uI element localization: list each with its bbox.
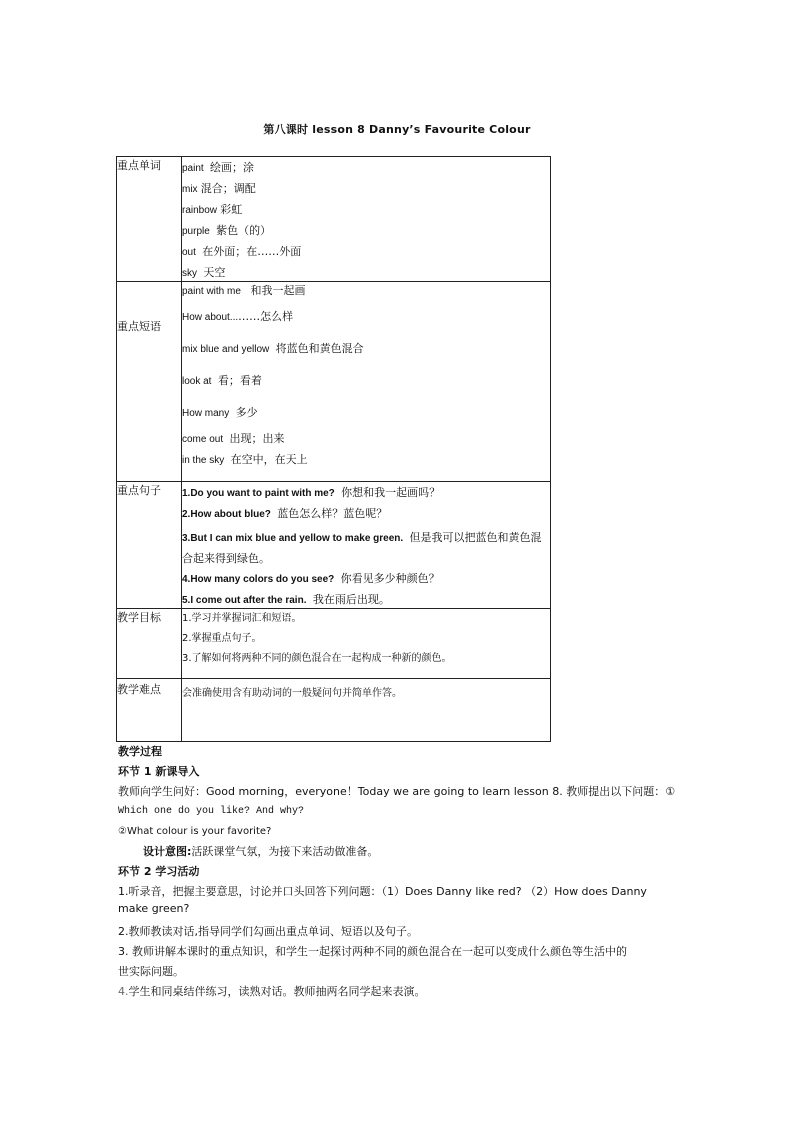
- sentence-item: 1.Do you want to paint with me? 你想和我一起画吗？: [182, 486, 441, 499]
- word-item: out 在外面；在……外面: [182, 245, 302, 258]
- phrase-item: come out 出现；出来: [182, 432, 285, 445]
- label-objectives: 教学目标: [117, 609, 182, 679]
- word-item: rainbow 彩虹: [182, 203, 243, 216]
- step1-question-1: Which one do you like? And why?: [118, 806, 305, 817]
- table-row-words: [117, 157, 551, 282]
- table-row-objectives: [117, 609, 551, 679]
- step1-intro: 教师向学生问好：Good morning，everyone！Today we are going to learn lesson 8. 教师提出以下问题：①: [118, 785, 676, 798]
- sentence-item: 4.How many colors do you see? 你看见多少种颜色？: [182, 572, 440, 585]
- words-cell: [182, 157, 551, 282]
- phrase-item: in the sky 在空中，在天上: [182, 453, 308, 466]
- sentence-item: 3.But I can mix blue and yellow to make green. 但是我可以把蓝色和黄色混合起来得到绿色。: [182, 531, 542, 565]
- objective-item: 1.学习并掌握词汇和短语。: [182, 613, 302, 624]
- step2-item-1-cont: make green?: [118, 902, 190, 915]
- label-key-words: 重点单词: [117, 157, 182, 282]
- item4-number: 4.: [118, 985, 129, 998]
- label-difficulty: 教学难点: [117, 679, 182, 742]
- label-key-sentences: 重点句子: [117, 482, 182, 609]
- step2-heading: 环节 2 学习活动: [118, 865, 200, 878]
- table-row-phrases: [117, 282, 551, 482]
- word-item: sky 天空: [182, 266, 226, 279]
- phrases-cell: [182, 282, 551, 482]
- step2-item-3-cont: 世实际问题。: [118, 965, 184, 978]
- table-row-sentences: [117, 482, 551, 609]
- phrase-item: mix blue and yellow 将蓝色和黄色混合: [182, 342, 364, 355]
- phrase-item: paint with me 和我一起画: [182, 284, 306, 297]
- teaching-process: [118, 742, 678, 1002]
- sentence-item: 2.How about blue? 蓝色怎么样？蓝色呢？: [182, 507, 388, 520]
- word-item: paint 绘画；涂: [182, 161, 255, 174]
- step1-heading: 环节 1 新课导入: [118, 765, 200, 778]
- process-title: 教学过程: [118, 745, 162, 758]
- objectives-cell: [182, 609, 551, 679]
- sentence-item: 5.I come out after the rain. 我在雨后出现。: [182, 593, 390, 606]
- word-item: purple 紫色（的）: [182, 224, 272, 237]
- lesson-table: [116, 156, 551, 742]
- item4-text: 学生和同桌结伴练习，读熟对话。教师抽两名同学起来表演。: [128, 985, 426, 998]
- step2-item-4: [118, 982, 678, 1002]
- intent-label: 设计意图:: [143, 845, 192, 858]
- word-item: mix 混合；调配: [182, 182, 256, 195]
- table-row-difficulty: [117, 679, 551, 742]
- step1-question-2: ②What colour is your favorite?: [118, 826, 272, 837]
- sentences-cell: [182, 482, 551, 609]
- difficulty-text: 会准确使用含有助动词的一般疑问句并简单作答。: [182, 688, 402, 699]
- label-key-phrases: 重点短语: [117, 282, 182, 482]
- objective-item: 3.了解如何将两种不同的颜色混合在一起构成一种新的颜色。: [182, 653, 452, 664]
- phrase-item: How many 多少: [182, 406, 258, 419]
- phrase-item: How about...……怎么样: [182, 310, 294, 323]
- step2-item-2: 2.教师教读对话,指导同学们勾画出重点单词、短语以及句子。: [118, 925, 418, 938]
- objective-item: 2.掌握重点句子。: [182, 633, 262, 644]
- step1-intent: [118, 842, 678, 862]
- step2-item-3: 3. 教师讲解本课时的重点知识，和学生一起探讨两种不同的颜色混合在一起可以变成什么颜色等生活中的: [118, 945, 627, 958]
- difficulty-cell: [182, 679, 551, 742]
- page-title: 第八课时 lesson 8 Danny’s Favourite Colour: [263, 123, 531, 136]
- intent-text: 活跃课堂气氛，为接下来活动做准备。: [191, 845, 379, 858]
- step2-item-1: 1.听录音，把握主要意思，讨论并口头回答下列问题：（1）Does Danny like red? （2）How does Danny: [118, 885, 647, 898]
- phrase-item: look at 看；看着: [182, 374, 262, 387]
